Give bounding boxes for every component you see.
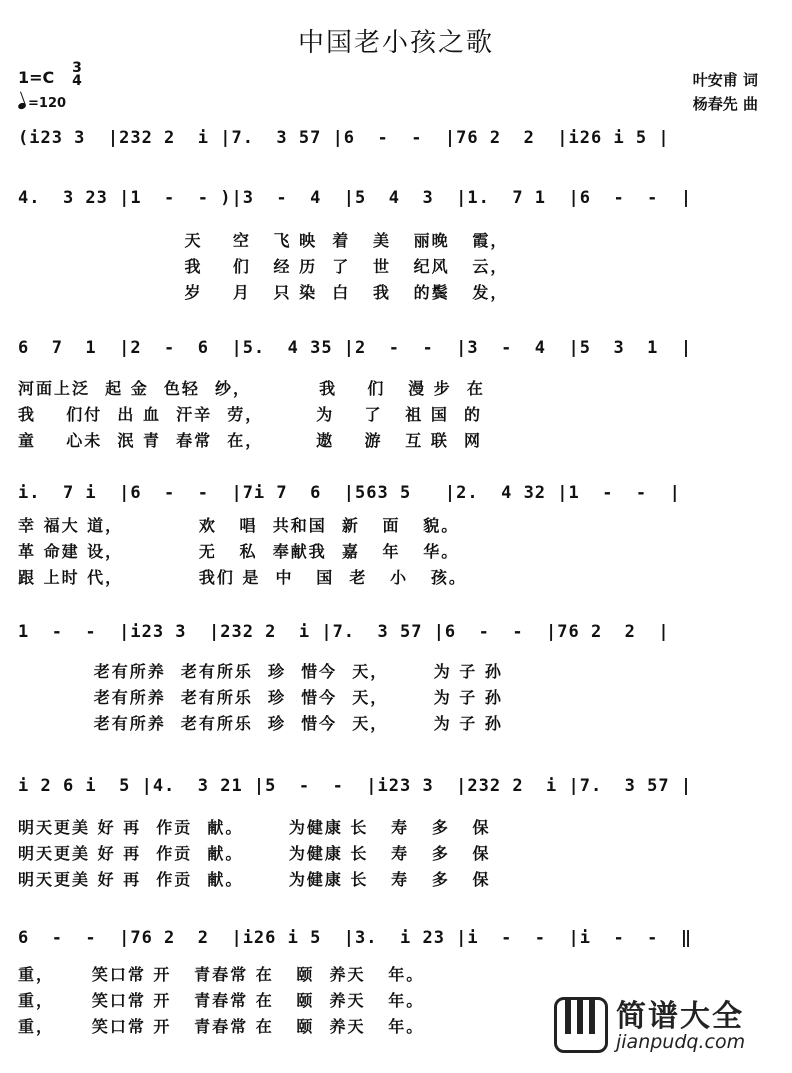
lyric-line: 童 心未 泯 青 春常 在， 遨 游 互 联 网 xyxy=(18,431,482,450)
watermark-text: 简谱大全 xyxy=(616,999,744,1034)
notation-line: 6 7 1 |2 - 6 |5. 4 35 |2 - - |3 - 4 |5 3 1 | xyxy=(18,338,693,358)
notation-line: i. 7 i |6 - - |7i 7 6 |563 5 |2. 4 32 |1 - - | xyxy=(18,483,681,503)
lyric-line: 天 空 飞 映 着 美 丽晚 霞， xyxy=(18,231,509,250)
lyric-line: 老有所养 老有所乐 珍 惜今 天， 为 子 孙 xyxy=(18,688,503,707)
lyric-line: 重， 笑口常 开 青春常 在 颐 养天 年。 xyxy=(18,991,425,1010)
lyric-line: 我 们 经 历 了 世 纪风 云， xyxy=(18,257,509,276)
watermark xyxy=(554,991,784,1061)
song-title: 中国老小孩之歌 xyxy=(297,28,494,58)
lyric-line: 我 们付 出 血 汗辛 劳， 为 了 祖 国 的 xyxy=(18,405,482,424)
time-signature xyxy=(70,62,84,88)
notation-line: 1 - - |i23 3 |232 2 i |7. 3 57 |6 - - |76 2 2 | xyxy=(18,622,670,642)
key-signature: 1=C xyxy=(18,68,55,87)
time-denominator: 4 xyxy=(72,73,82,89)
composer: 杨春先 曲 xyxy=(692,95,758,113)
lyric-line: 明天更美 好 再 作贡 献。 为健康 长 寿 多 保 xyxy=(18,870,491,889)
notation-line: (i23 3 |232 2 i |7. 3 57 |6 - - |76 2 2 |i26 i 5 | xyxy=(18,128,670,148)
quarter-note-icon xyxy=(17,102,27,110)
lyric-line: 河面上泛 起 金 色轻 纱， 我 们 漫 步 在 xyxy=(18,379,485,398)
watermark-url: jianpudq.com xyxy=(616,1031,746,1053)
lyric-line: 革 命建 设， 无 私 奉献我 嘉 年 华。 xyxy=(18,542,460,561)
tempo-marking xyxy=(18,96,66,111)
tempo-value: =120 xyxy=(28,96,67,111)
lyric-line: 跟 上时 代， 我们 是 中 国 老 小 孩。 xyxy=(18,568,467,587)
lyric-line: 明天更美 好 再 作贡 献。 为健康 长 寿 多 保 xyxy=(18,844,491,863)
lyric-line: 重， 笑口常 开 青春常 在 颐 养天 年。 xyxy=(18,965,425,984)
lyric-line: 老有所养 老有所乐 珍 惜今 天， 为 子 孙 xyxy=(18,714,503,733)
credits xyxy=(693,68,758,116)
notation-line: 6 - - |76 2 2 |i26 i 5 |3. i 23 |i - - |i - - ‖ xyxy=(18,928,693,948)
lyric-line: 明天更美 好 再 作贡 献。 为健康 长 寿 多 保 xyxy=(18,818,491,837)
lyricist: 叶安甫 词 xyxy=(692,71,758,89)
time-numerator: 3 xyxy=(72,60,82,76)
lyric-line: 幸 福大 道， 欢 唱 共和国 新 面 貌。 xyxy=(18,516,460,535)
lyric-line: 老有所养 老有所乐 珍 惜今 天， 为 子 孙 xyxy=(18,662,503,681)
lyric-line: 重， 笑口常 开 青春常 在 颐 养天 年。 xyxy=(18,1017,425,1036)
notation-line: 4. 3 23 |1 - - )|3 - 4 |5 4 3 |1. 7 1 |6 - - | xyxy=(18,188,693,208)
piano-logo-icon xyxy=(554,997,608,1053)
notation-line: i 2 6 i 5 |4. 3 21 |5 - - |i23 3 |232 2 i |7. 3 57 | xyxy=(18,776,693,796)
lyric-line: 岁 月 只 染 白 我 的鬓 发， xyxy=(18,283,509,302)
